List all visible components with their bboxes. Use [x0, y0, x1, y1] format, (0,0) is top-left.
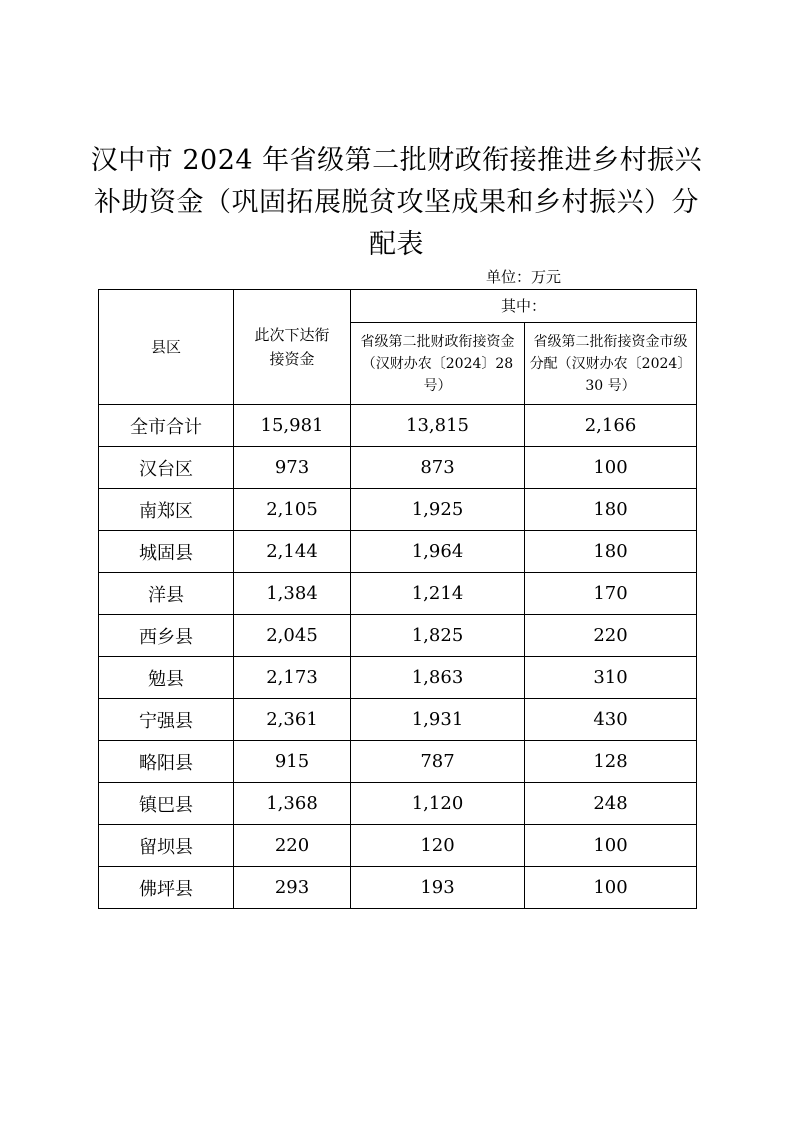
cell-county: 勉县 — [99, 657, 234, 699]
header-total: 此次下达衔接资金 — [234, 290, 351, 405]
table-row — [99, 741, 697, 783]
cell-provincial: 1,825 — [351, 615, 525, 657]
cell-city: 180 — [525, 531, 697, 573]
cell-county: 全市合计 — [99, 405, 234, 447]
table-row — [99, 699, 697, 741]
cell-city: 310 — [525, 657, 697, 699]
cell-provincial: 1,120 — [351, 783, 525, 825]
table-row — [99, 783, 697, 825]
cell-total: 2,105 — [234, 489, 351, 531]
cell-city: 170 — [525, 573, 697, 615]
cell-city: 100 — [525, 447, 697, 489]
cell-county: 略阳县 — [99, 741, 234, 783]
cell-county: 城固县 — [99, 531, 234, 573]
cell-total: 973 — [234, 447, 351, 489]
cell-city: 100 — [525, 867, 697, 909]
table-body — [99, 405, 697, 909]
cell-total: 220 — [234, 825, 351, 867]
allocation-table — [98, 289, 697, 909]
header-county: 县区 — [99, 290, 234, 405]
cell-city: 248 — [525, 783, 697, 825]
header-of-which: 其中： — [351, 290, 697, 323]
table-row — [99, 657, 697, 699]
cell-total: 915 — [234, 741, 351, 783]
table-row — [99, 615, 697, 657]
cell-total: 2,173 — [234, 657, 351, 699]
table-row — [99, 489, 697, 531]
cell-total: 15,981 — [234, 405, 351, 447]
unit-label: 单位：万元 — [486, 268, 562, 286]
cell-city: 128 — [525, 741, 697, 783]
table-row — [99, 867, 697, 909]
cell-provincial: 1,931 — [351, 699, 525, 741]
cell-provincial: 1,863 — [351, 657, 525, 699]
cell-county: 洋县 — [99, 573, 234, 615]
cell-total: 2,361 — [234, 699, 351, 741]
table-row-total — [99, 405, 697, 447]
cell-city: 180 — [525, 489, 697, 531]
table-row — [99, 531, 697, 573]
cell-city: 2,166 — [525, 405, 697, 447]
cell-provincial: 787 — [351, 741, 525, 783]
cell-provincial: 13,815 — [351, 405, 525, 447]
header-city: 省级第二批衔接资金市级分配（汉财办农〔2024〕30 号） — [525, 323, 697, 405]
cell-county: 西乡县 — [99, 615, 234, 657]
table-row — [99, 825, 697, 867]
header-provincial: 省级第二批财政衔接资金（汉财办农〔2024〕28 号） — [351, 323, 525, 405]
cell-provincial: 120 — [351, 825, 525, 867]
cell-county: 南郑区 — [99, 489, 234, 531]
cell-total: 293 — [234, 867, 351, 909]
cell-county: 镇巴县 — [99, 783, 234, 825]
cell-county: 宁强县 — [99, 699, 234, 741]
cell-county: 佛坪县 — [99, 867, 234, 909]
cell-city: 220 — [525, 615, 697, 657]
document-title: 汉中市 2024 年省级第二批财政衔接推进乡村振兴补助资金（巩固拓展脱贫攻坚成果和乡村振兴）分配表 — [90, 145, 703, 260]
cell-county: 汉台区 — [99, 447, 234, 489]
cell-provincial: 1,925 — [351, 489, 525, 531]
cell-city: 430 — [525, 699, 697, 741]
table-row — [99, 447, 697, 489]
cell-provincial: 873 — [351, 447, 525, 489]
cell-total: 1,384 — [234, 573, 351, 615]
cell-total: 2,144 — [234, 531, 351, 573]
cell-provincial: 1,214 — [351, 573, 525, 615]
cell-county: 留坝县 — [99, 825, 234, 867]
cell-total: 1,368 — [234, 783, 351, 825]
cell-total: 2,045 — [234, 615, 351, 657]
cell-provincial: 1,964 — [351, 531, 525, 573]
table-row — [99, 573, 697, 615]
cell-provincial: 193 — [351, 867, 525, 909]
cell-city: 100 — [525, 825, 697, 867]
